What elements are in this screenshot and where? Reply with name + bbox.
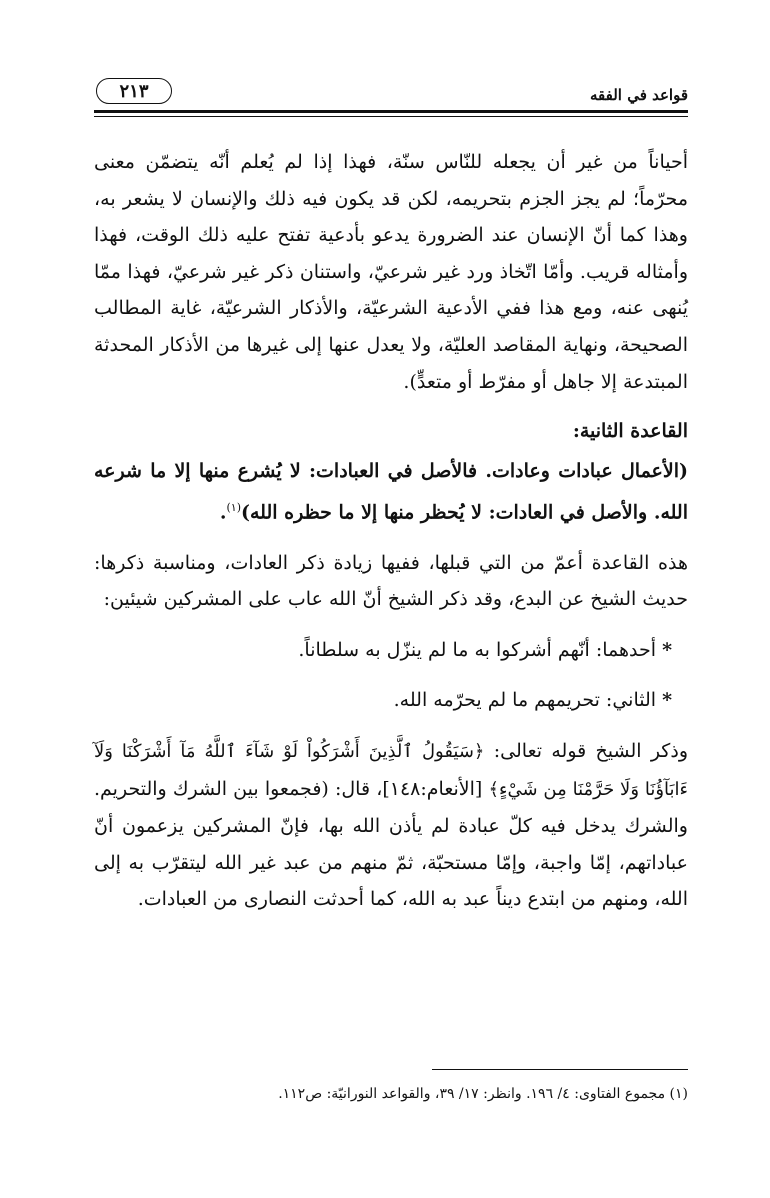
page-number-badge xyxy=(96,78,172,104)
footnote: (١) مجموع الفتاوى: ٤/ ١٩٦. وانظر: ١٧/ ٣٩، والقواعد النورانيّة: ص١١٢. xyxy=(278,1086,688,1102)
paragraph-rest: [الأنعام:١٤٨]، قال: (فجمعوا بين الشرك والتحريم. والشرك يدخل فيه كلّ عبادة لم يأذن الله بها، فإنّ المشركين يزعمون أنّ عباداتهم، إمّا واجبة، وإمّا مستحبّة، ثمّ منهم من عبد غير الله ليتقرّب به إلى الله، ومنهم من ابتدع ديناً عبد به الله، كما أحدثت النصارى من العبادات. xyxy=(94,777,688,911)
paragraph-start: وذكر الشيخ قوله تعالى: xyxy=(484,740,688,763)
footnote-separator xyxy=(432,1069,688,1070)
header-rule-thin xyxy=(94,116,688,117)
bullet-text-2: الثاني: تحريمهم ما لم يحرّمه الله. xyxy=(393,689,657,712)
paragraph-continuation: أحياناً من غير أن يجعله للنّاس سنّة، فهذا إذا لم يُعلم أنّه يتضمّن معنى محرّماً؛ لم يجز الجزم بتحريمه، لكن قد يكون فيه ذلك والإنسان لا يشعر به، وهذا كما أنّ الإنسان عند الضرورة يدعو بأدعية تفتح عليه ذلك الوقت، فهذا وأمثاله قريب. وأمّا اتّخاذ ورد غير شرعيّ، واستنان ذكر غير شرعيّ، فهذا ممّا يُنهى عنه، ومع هذا ففي الأدعية الشرعيّة، والأذكار الشرعيّة، غاية المطالب الصحيحة، ونهاية المقاصد العليّة، ولا يعدل عنها إلى غيرها من الأذكار المحدثة المبتدعة إلا جاهل أو مفرّط أو متعدٍّ). xyxy=(94,151,688,393)
footnote-marker: (١) xyxy=(226,500,241,514)
header-rule-thick xyxy=(94,110,688,113)
bullet-text-1: أحدهما: أنّهم أشركوا به ما لم ينزّل به سلطاناً. xyxy=(298,638,657,661)
bullet-item-2 xyxy=(94,682,688,719)
rule-statement xyxy=(94,453,688,531)
section-heading: القاعدة الثانية: xyxy=(572,420,688,443)
rule-end: . xyxy=(219,501,227,524)
quran-verse: ﴿سَيَقُولُ ٱلَّذِينَ أَشْرَكُواْ لَوْ شَآءَ ٱللَّهُ مَآ أَشْرَكْنَا وَلَآ ءَابَآؤُنَا وَلَا حَرَّمْنَا مِن شَيْءٍ﴾ xyxy=(94,741,688,800)
paragraph-quran-citation xyxy=(94,733,688,918)
rule-text: (الأعمال عبادات وعادات. فالأصل في العبادات: لا يُشرع منها إلا ما شرعه الله. والأصل في العادات: لا يُحظر منها إلا ما حظره الله) xyxy=(94,460,688,524)
page-number: ٢١٣ xyxy=(119,80,149,102)
bullet-star-icon: * xyxy=(662,689,672,712)
running-title: قواعد في الفقه xyxy=(590,86,688,104)
paragraph-explanation: هذه القاعدة أعمّ من التي قبلها، ففيها زيادة ذكر العادات، ومناسبة ذكرها: حديث الشيخ عن البدع، وقد ذكر الشيخ أنّ الله عاب على المشركين شيئين: xyxy=(94,551,688,611)
bullet-star-icon: * xyxy=(662,638,672,661)
main-text xyxy=(94,144,688,918)
bullet-item-1 xyxy=(94,632,688,669)
